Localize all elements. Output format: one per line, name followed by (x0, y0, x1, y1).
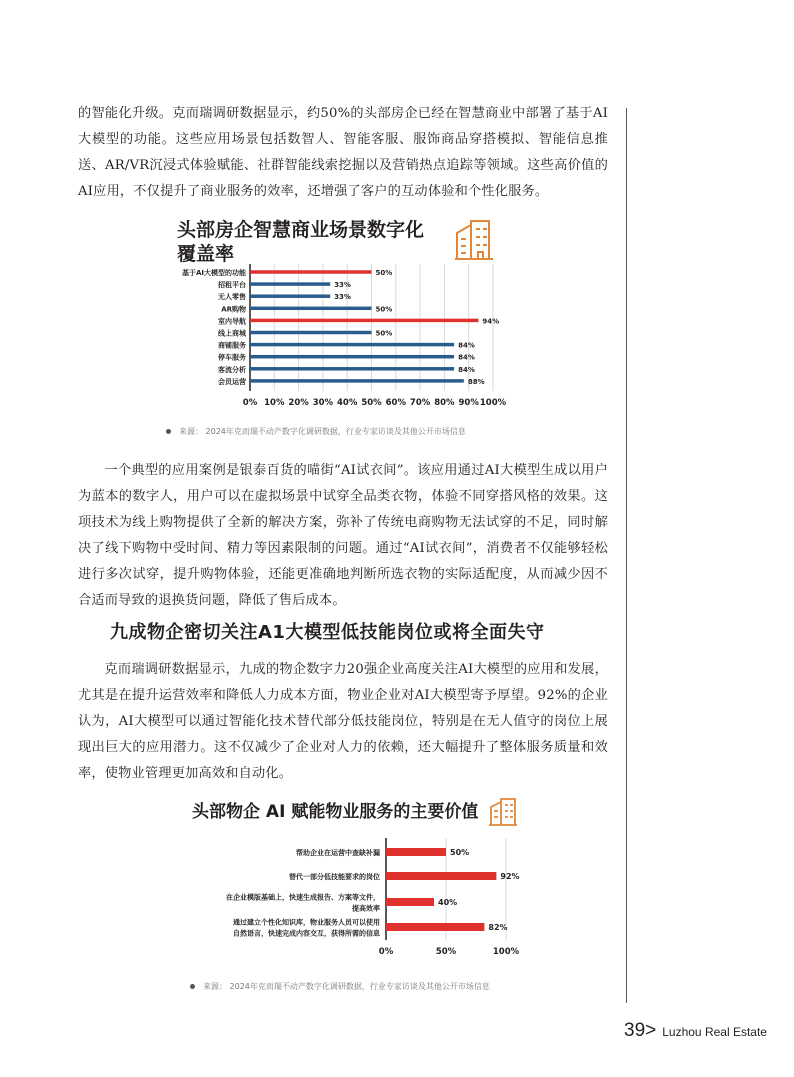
chart1-category-label: 基于AI大模型的功能 (181, 269, 246, 277)
chart2-title: 头部物企 AI 赋能物业服务的主要价值 (192, 802, 479, 822)
chart2-bar (386, 872, 496, 880)
chart1-x-tick: 20% (288, 397, 309, 408)
chart1-value-label: 33% (334, 293, 351, 302)
chart1-value-label: 88% (467, 377, 485, 386)
publication-name: Luzhou Real Estate (662, 1025, 767, 1039)
chart1-x-tick: 40% (337, 397, 358, 408)
chart2-x-tick: 0% (378, 947, 394, 957)
chart1-category-label: 室内导航 (218, 317, 246, 326)
chart2-x-tick: 50% (435, 947, 457, 957)
chart1-value-label: 84% (458, 341, 475, 350)
chart1-category-label: 停车服务 (218, 353, 246, 362)
chart1-x-tick: 80% (434, 397, 455, 408)
paragraph-property: 克而瑞调研数据显示，九成的物企数字力20强企业高度关注AI大模型的应用和发展，尤其是在提升运营效率和降低人力成本方面，物业企业对AI大模型寄予厚望。92%的企业认为，AI大模型可以通过智能化技术替代部分低技能岗位，特别是在无人值守的岗位上展现出巨大的应用潜力。这不仅减少了企业对人力的依赖，还大幅提升了整体服务质量和效率，使物业管理更加高效和自动化。 (78, 662, 608, 781)
chart1-value-label: 33% (334, 281, 351, 290)
chart2-category-label: 在企业模版基础上，快速生成报告、方案等文件， (226, 893, 380, 902)
chart1-x-tick: 50% (361, 397, 382, 408)
chart2-category-label: 帮助企业在运营中查缺补漏 (296, 849, 380, 857)
chart1-value-label: 50% (375, 305, 393, 314)
chart1-value-label: 94% (482, 317, 500, 326)
chart2-category-label: 通过建立个性化知识库，物业服务人员可以使用 (233, 918, 380, 927)
chart2-bar (386, 923, 484, 931)
chart1-category-label: 招租平台 (218, 281, 246, 290)
chart2-source-text: 来源： 2024年克而瑞不动产数字化调研数据，行业专家访谈及其他公开市场信息 (203, 982, 490, 991)
chart1-category-label: AR购物 (221, 305, 246, 314)
chart2-value-label: 40% (438, 898, 458, 907)
chart1-value-label: 50% (375, 329, 393, 338)
chart2-category-label: 提高效率 (352, 904, 380, 913)
chart2-value-label: 50% (450, 848, 470, 857)
chart1-category-label: 无人零售 (218, 293, 246, 302)
paragraph-intro: 的智能化升级。克而瑞调研数据显示，约50%的头部房企已经在智慧商业中部署了基于AI大模型的功能。这些应用场景包括数智人、智能客服、服饰商品穿搭模拟、智能信息推送、AR/VR沉浸式体验赋能、社群智能线索挖掘以及营销热点追踪等领域。这些高价值的AI应用，不仅提升了商业服务的效率，还增强了客户的互动体验和个性化服务。 (78, 106, 608, 199)
chart2-value-label: 82% (488, 923, 508, 932)
chart1-source-text: 来源： 2024年克而瑞不动产数字化调研数据，行业专家访谈及其他公开市场信息 (179, 427, 466, 436)
chart2-x-tick: 100% (492, 947, 520, 957)
chart1-x-tick: 0% (242, 397, 258, 408)
chart1-value-label: 84% (458, 365, 475, 374)
chart1-title-line2: 覆盖率 (177, 243, 235, 265)
chart1-value-label: 50% (375, 269, 393, 277)
chart1-x-tick: 60% (385, 397, 406, 408)
chart1-category-label: 线上商城 (218, 329, 246, 338)
chart2-value-label: 92% (500, 872, 520, 881)
buildings-icon (489, 799, 517, 825)
chart1-category-label: 客流分析 (218, 365, 246, 374)
chart1-category-label: 商铺服务 (218, 341, 246, 350)
chart2-bar (386, 898, 434, 906)
chart1-x-tick: 30% (312, 397, 334, 408)
chart2-category-label: 自然语言，快速完成内容交互，获得所需的信息 (233, 929, 380, 938)
chart1-x-tick: 10% (264, 397, 285, 408)
chart1-title-line1: 头部房企智慧商业场景数字化 (177, 219, 425, 241)
section-heading: 九成物企密切关注A1大模型低技能岗位或将全面失守 (110, 622, 545, 643)
chart2-category-label: 替代一部分低技能要求的岗位 (289, 873, 380, 881)
chart1-x-tick: 70% (409, 397, 431, 408)
chart1-value-label: 84% (458, 353, 475, 362)
page-footer (624, 1020, 767, 1042)
chart2-source (190, 981, 490, 992)
paragraph-case-study: 一个典型的应用案例是银泰百货的喵街“AI试衣间”。该应用通过AI大模型生成以用户为蓝本的数字人，用户可以在虚拟场景中试穿全品类衣物，体验不同穿搭风格的效果。这项技术为线上购物提供了全新的解决方案，弥补了传统电商购物无法试穿的不足，同时解决了线下购物中受时间、精力等因素限制的问题。通过“AI试衣间”，消费者不仅能够轻松进行多次试穿，提升购物体验，还能更准确地判断所选衣物的实际适配度，从而减少因不合适而导致的退换货问题，降低了售后成本。 (78, 463, 608, 608)
chart1-x-tick: 90% (458, 397, 479, 408)
chart2-bar (386, 848, 446, 856)
chart1-category-label: 会员运营 (218, 377, 246, 386)
page-number: 39> (624, 1020, 657, 1041)
chart1-x-tick: 100% (479, 397, 507, 408)
bullet-icon (190, 984, 195, 989)
